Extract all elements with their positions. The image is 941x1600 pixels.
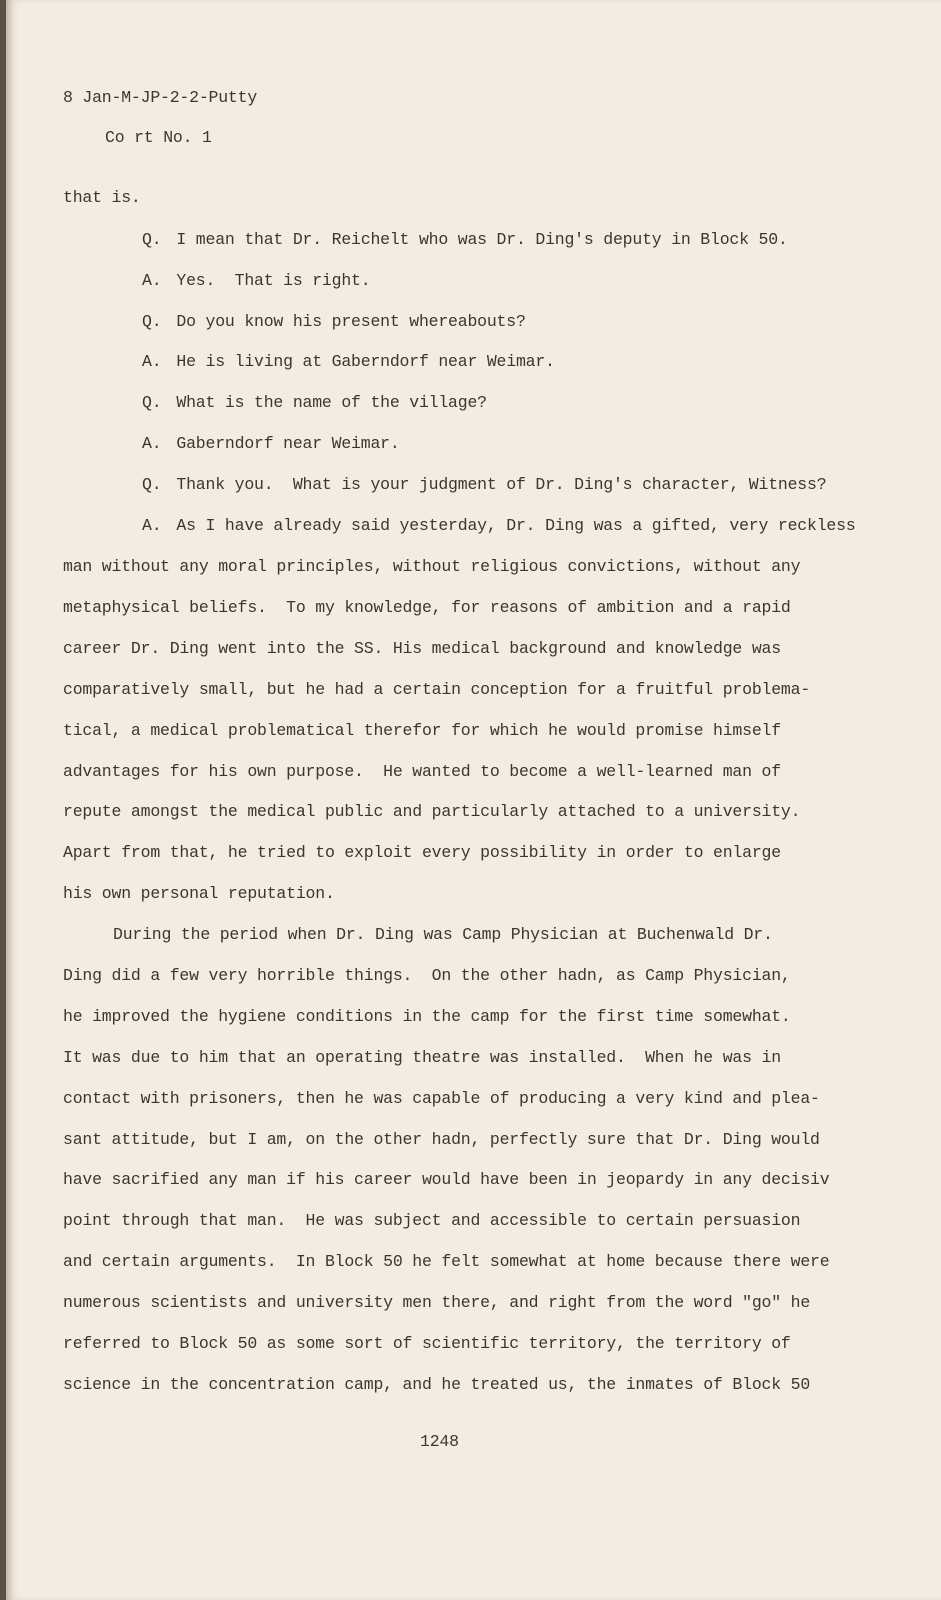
qa-text: What is the name of the village? [176,393,487,413]
qa-label: Q. [142,230,162,249]
qa-text: As I have already said yesterday, Dr. Ding was a gifted, very reckless [176,515,856,535]
qa-text: Yes. That is right. [176,270,371,290]
qa-text: I mean that Dr. Reichelt who was Dr. Ding's deputy in Block 50. [176,230,788,249]
text-line: his own personal reputation. [63,884,335,904]
qa-label: Q. [142,474,162,494]
qa-label: A. [142,270,162,290]
qa-label: A. [142,515,162,535]
court-number: Co rt No. 1 [105,128,212,147]
qa-line [142,393,487,413]
page-number: 1248 [420,1432,459,1451]
qa-text: Do you know his present whereabouts? [176,311,526,331]
qa-line [142,312,526,332]
text-line: repute amongst the medical public and particularly attached to a university. [63,802,801,822]
text-line: have sacrified any man if his career would have been in jeopardy in any decisiv [63,1170,830,1190]
text-line: and certain arguments. In Block 50 he felt somewhat at home because there were [63,1252,830,1272]
text-line: comparatively small, but he had a certain conception for a fruitful problema- [63,679,811,699]
qa-line [142,271,370,291]
qa-text: Gaberndorf near Weimar. [176,434,400,453]
text-line: Apart from that, he tried to exploit every possibility in order to enlarge [63,843,781,863]
qa-label: A. [142,352,162,372]
text-line: advantages for his own purpose. He wanted to become a well-learned man of [63,761,781,781]
text-line: During the period when Dr. Ding was Camp Physician at Buchenwald Dr. [113,925,773,944]
qa-label: Q. [142,393,162,413]
text-line: career Dr. Ding went into the SS. His medical background and knowledge was [63,638,781,658]
text-line: he improved the hygiene conditions in the camp for the first time somewhat. [63,1006,791,1026]
text-line: metaphysical beliefs. To my knowledge, for reasons of ambition and a rapid [63,597,791,617]
qa-label: A. [142,434,162,453]
qa-line [142,475,826,495]
text-line: tical, a medical problematical therefor for which he would promise himself [63,720,781,740]
text-line: sant attitude, but I am, on the other hadn, perfectly sure that Dr. Ding would [63,1129,820,1149]
text-line: point through that man. He was subject and accessible to certain persuasion [63,1211,801,1231]
continuation-text: that is. [63,188,141,207]
qa-text: He is living at Gaberndorf near Weimar. [176,352,555,372]
text-line: numerous scientists and university men there, and right from the word "go" he [63,1293,811,1313]
text-line: It was due to him that an operating theatre was installed. When he was in [63,1047,781,1067]
qa-text: Thank you. What is your judgment of Dr. Ding's character, Witness? [176,474,827,494]
document-reference: 8 Jan-M-JP-2-2-Putty [63,88,258,107]
qa-line [142,352,555,372]
qa-line [142,516,856,536]
text-line: referred to Block 50 as some sort of scientific territory, the territory of [63,1334,791,1353]
qa-label: Q. [142,311,162,331]
text-line: Ding did a few very horrible things. On the other hadn, as Camp Physician, [63,965,791,985]
text-line: science in the concentration camp, and he treated us, the inmates of Block 50 [63,1374,811,1394]
qa-line [142,230,788,250]
text-line: contact with prisoners, then he was capable of producing a very kind and plea- [63,1088,820,1108]
text-line: man without any moral principles, without religious convictions, without any [63,557,801,576]
document-page [6,0,941,1600]
qa-line [142,434,400,454]
